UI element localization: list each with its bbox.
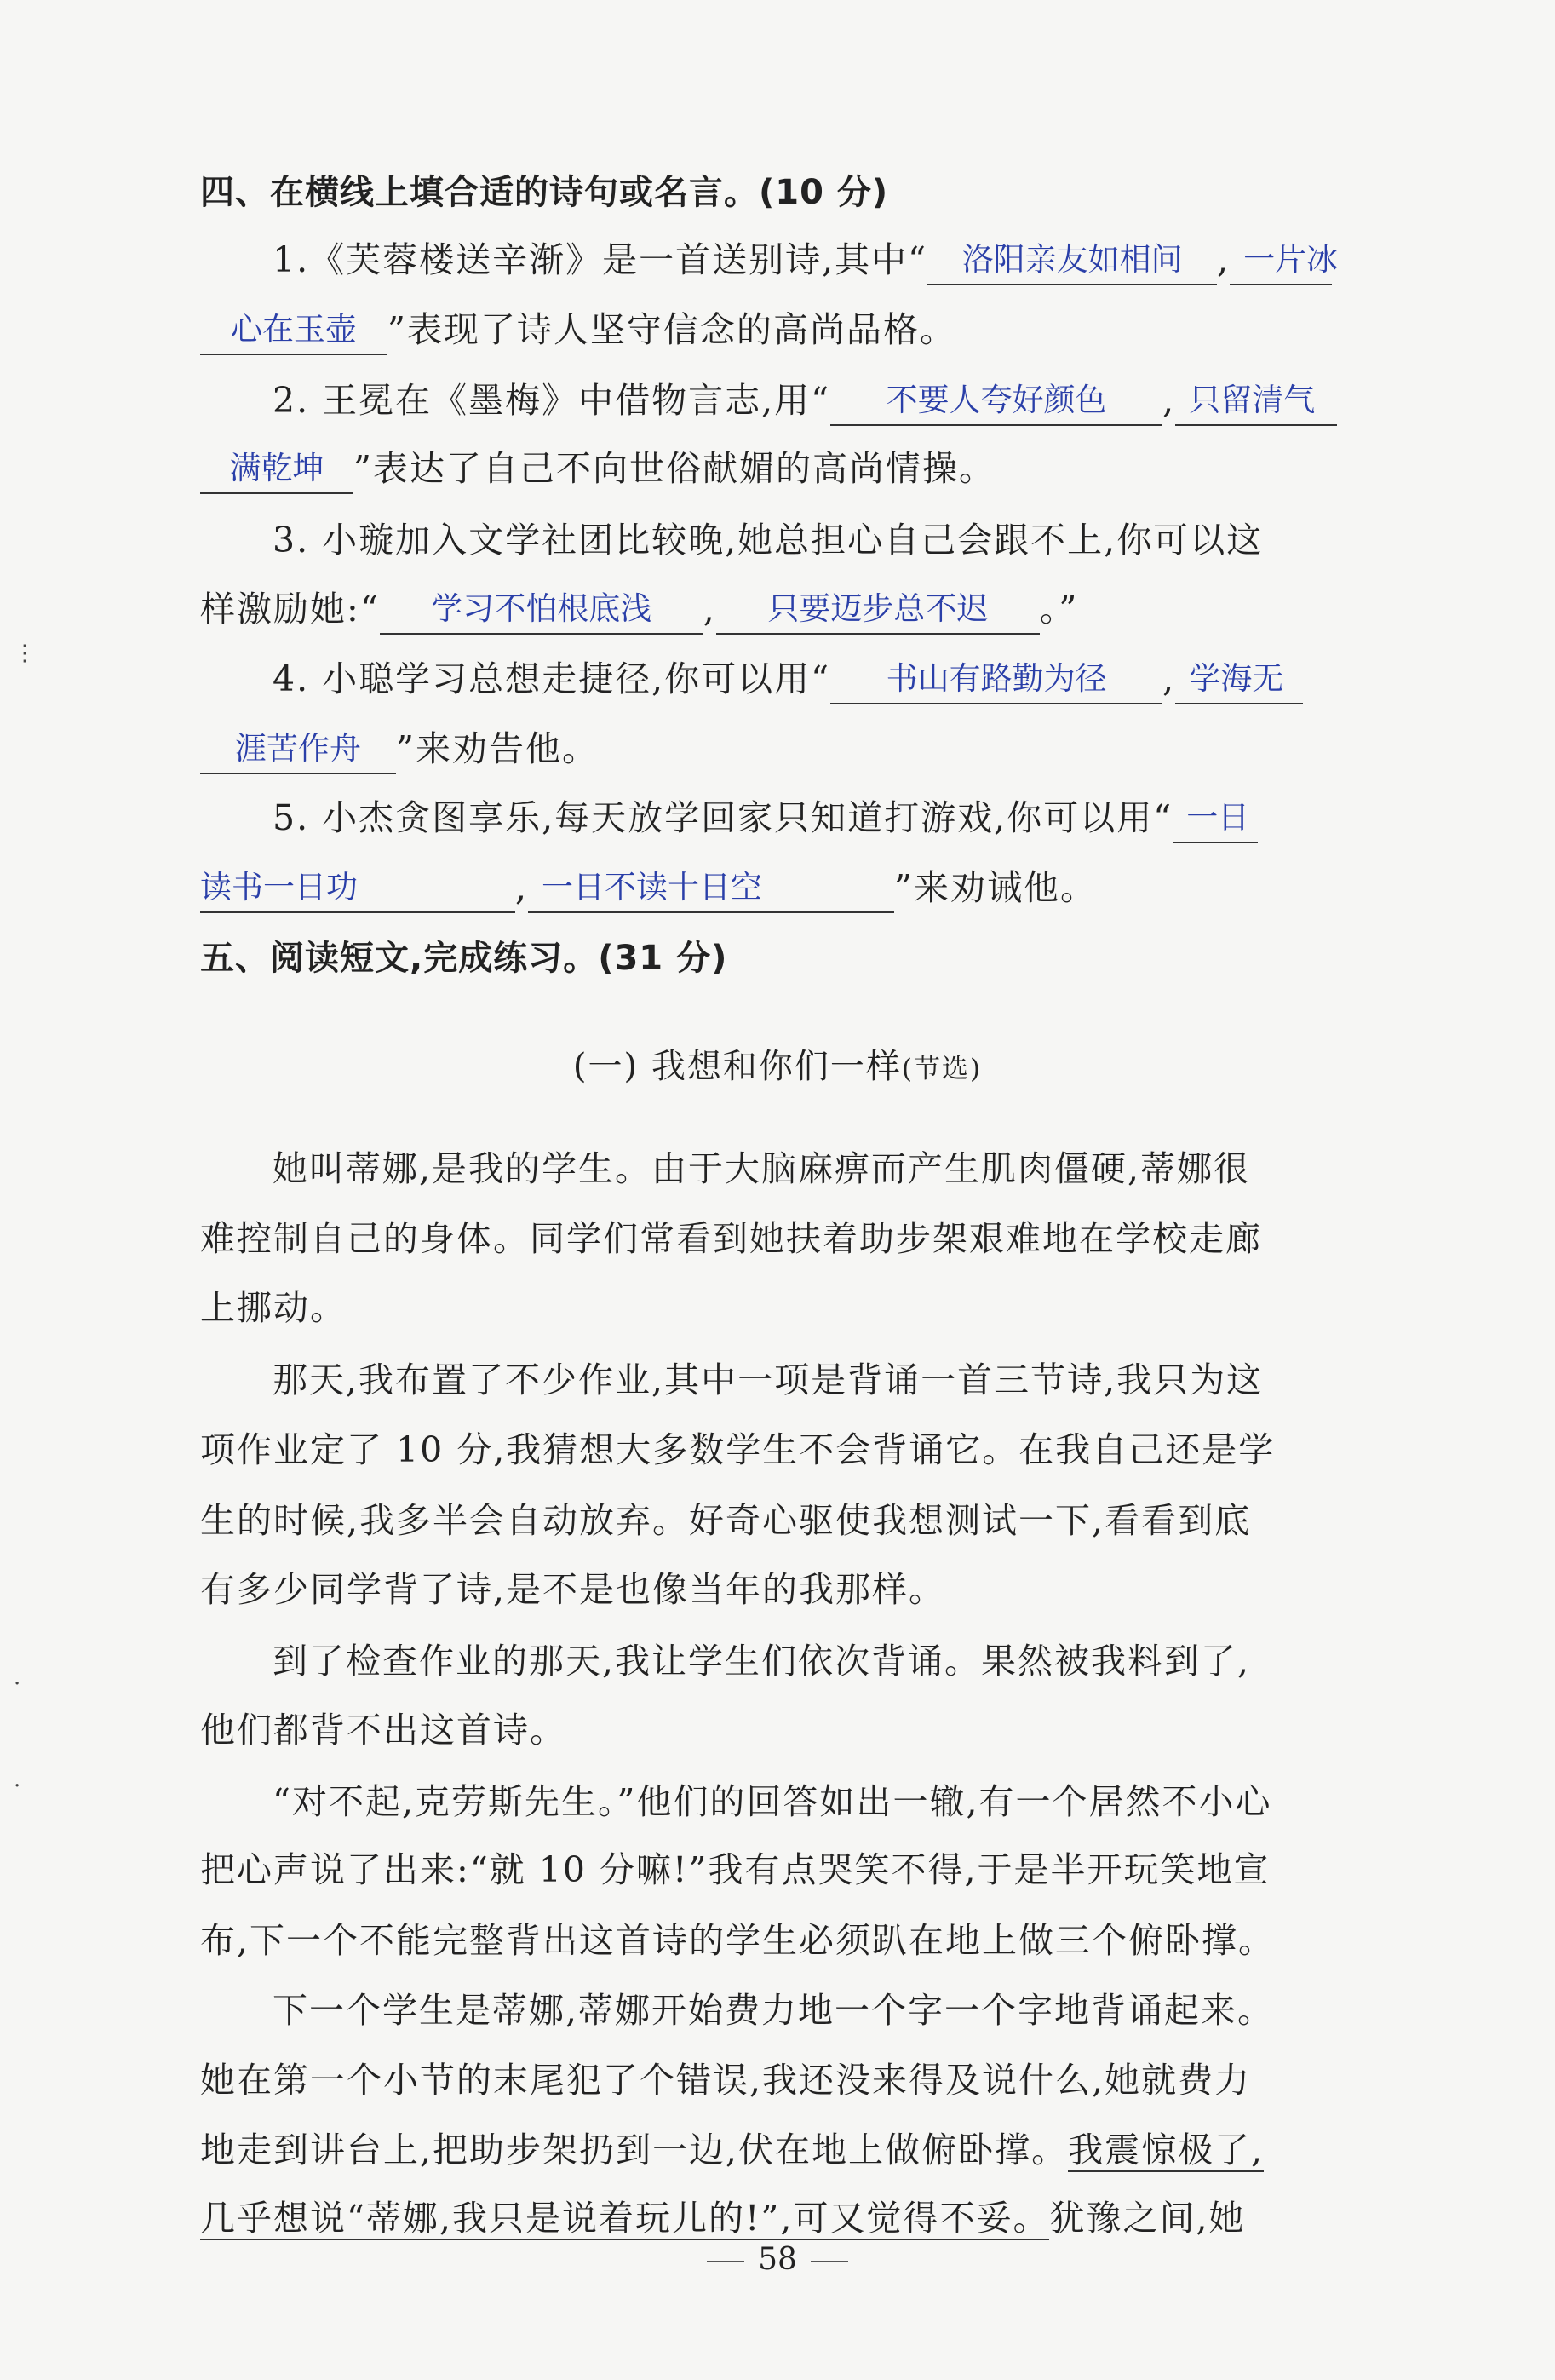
passage-line: 到了检查作业的那天,我让学生们依次背诵。果然被我料到了, xyxy=(273,1641,1251,1682)
underlined-sentence: 几乎想说“蒂娜,我只是说着玩儿的!”,可又觉得不妥。 xyxy=(200,2198,1050,2239)
underlined-sentence: 我震惊极了, xyxy=(1068,2130,1265,2170)
passage-line: “对不起,克劳斯先生。”他们的回答如出一辙,有一个居然不小心 xyxy=(273,1781,1272,1822)
passage-line: 有多少同学背了诗,是不是也像当年的我那样。 xyxy=(200,1569,946,1610)
passage-line: 几乎想说“蒂娜,我只是说着玩儿的!”,可又觉得不妥。犹豫之间,她 xyxy=(200,2198,1246,2239)
answer-blank[interactable]: 心在玉壶 xyxy=(200,306,387,355)
answer-blank[interactable]: 学海无 xyxy=(1175,655,1303,704)
question-3-line-2: 样激励她:“ 学习不怕根底浅 , 只要迈步总不迟 。” xyxy=(200,584,1392,635)
passage-line: 她叫蒂娜,是我的学生。由于大脑麻痹而产生肌肉僵硬,蒂娜很 xyxy=(273,1148,1251,1189)
question-1-line-1: 1.《芙蓉楼送辛渐》是一首送别诗,其中“ 洛阳亲友如相问 , 一片冰 xyxy=(273,234,1392,285)
passage-line: 下一个学生是蒂娜,蒂娜开始费力地一个字一个字地背诵起来。 xyxy=(273,1990,1275,2031)
answer-blank[interactable]: 洛阳亲友如相问 xyxy=(927,236,1217,285)
margin-mark: · xyxy=(14,1774,21,1799)
answer-blank[interactable]: 只留清气 xyxy=(1175,377,1337,426)
question-4-line-2: 涯苦作舟 ”来劝告他。 xyxy=(200,723,1392,774)
passage-title-note: (节选) xyxy=(901,1054,983,1084)
answer-blank[interactable]: 只要迈步总不迟 xyxy=(716,585,1040,635)
passage-line: 他们都背不出这首诗。 xyxy=(200,1710,566,1751)
page-number-dash xyxy=(707,2261,744,2262)
answer-blank[interactable]: 满乾坤 xyxy=(200,445,353,494)
question-1-line-2: 心在玉壶 ”表现了诗人坚守信念的高尚品格。 xyxy=(200,304,1392,355)
passage-line: 地走到讲台上,把助步架扔到一边,伏在地上做俯卧撑。我震惊极了, xyxy=(200,2130,1265,2170)
answer-blank[interactable]: 一日 xyxy=(1173,794,1258,843)
answer-blank[interactable]: 涯苦作舟 xyxy=(200,725,396,774)
question-5-line-2: 读书一日功 , 一日不读十日空 ”来劝诫他。 xyxy=(200,862,1392,913)
answer-blank[interactable]: 一日不读十日空 xyxy=(528,864,894,913)
passage-line: 那天,我布置了不少作业,其中一项是背诵一首三节诗,我只为这 xyxy=(273,1360,1264,1400)
passage-line: 布,下一个不能完整背出这首诗的学生必须趴在地上做三个俯卧撑。 xyxy=(200,1920,1276,1961)
answer-blank[interactable]: 书山有路勤为径 xyxy=(830,655,1162,704)
margin-mark: · xyxy=(14,1671,21,1697)
passage-line: 难控制自己的身体。同学们常看到她扶着助步架艰难地在学校走廊 xyxy=(200,1218,1262,1259)
answer-blank[interactable]: 不要人夸好颜色 xyxy=(830,377,1162,426)
answer-blank[interactable]: 学习不怕根底浅 xyxy=(380,585,703,635)
passage-line: 把心声说了出来:“就 10 分嘛!”我有点哭笑不得,于是半开玩笑地宣 xyxy=(200,1849,1271,1890)
passage-line: 项作业定了 10 分,我猜想大多数学生不会背诵它。在我自己还是学 xyxy=(200,1429,1276,1470)
page-number: 58 xyxy=(0,2239,1555,2281)
section-four-heading: 四、在横线上填合适的诗句或名言。(10 分) xyxy=(200,173,889,212)
question-2-line-1: 2. 王冕在《墨梅》中借物言志,用“ 不要人夸好颜色 , 只留清气 xyxy=(273,375,1392,426)
answer-blank[interactable]: 读书一日功 xyxy=(200,864,515,913)
page-number-dash xyxy=(811,2261,848,2262)
passage-line: 上挪动。 xyxy=(200,1287,347,1328)
passage-line: 生的时候,我多半会自动放弃。好奇心驱使我想测试一下,看看到底 xyxy=(200,1500,1252,1541)
passage-line: 她在第一个小节的末尾犯了个错误,我还没来得及说什么,她就费力 xyxy=(200,2060,1252,2101)
passage-title: (一) 我想和你们一样(节选) xyxy=(572,1047,983,1086)
question-3-line-1: 3. 小璇加入文学社团比较晚,她总担心自己会跟不上,你可以这 xyxy=(273,520,1264,561)
answer-blank[interactable]: 一片冰 xyxy=(1230,236,1332,285)
section-five-heading: 五、阅读短文,完成练习。(31 分) xyxy=(200,939,728,978)
margin-mark: ⋮ xyxy=(14,641,36,666)
question-4-line-1: 4. 小聪学习总想走捷径,你可以用“ 书山有路勤为径 , 学海无 xyxy=(273,653,1392,704)
question-5-line-1: 5. 小杰贪图享乐,每天放学回家只知道打游戏,你可以用“ 一日 xyxy=(273,792,1392,843)
question-2-line-2: 满乾坤 ”表达了自己不向世俗献媚的高尚情操。 xyxy=(200,443,1392,494)
